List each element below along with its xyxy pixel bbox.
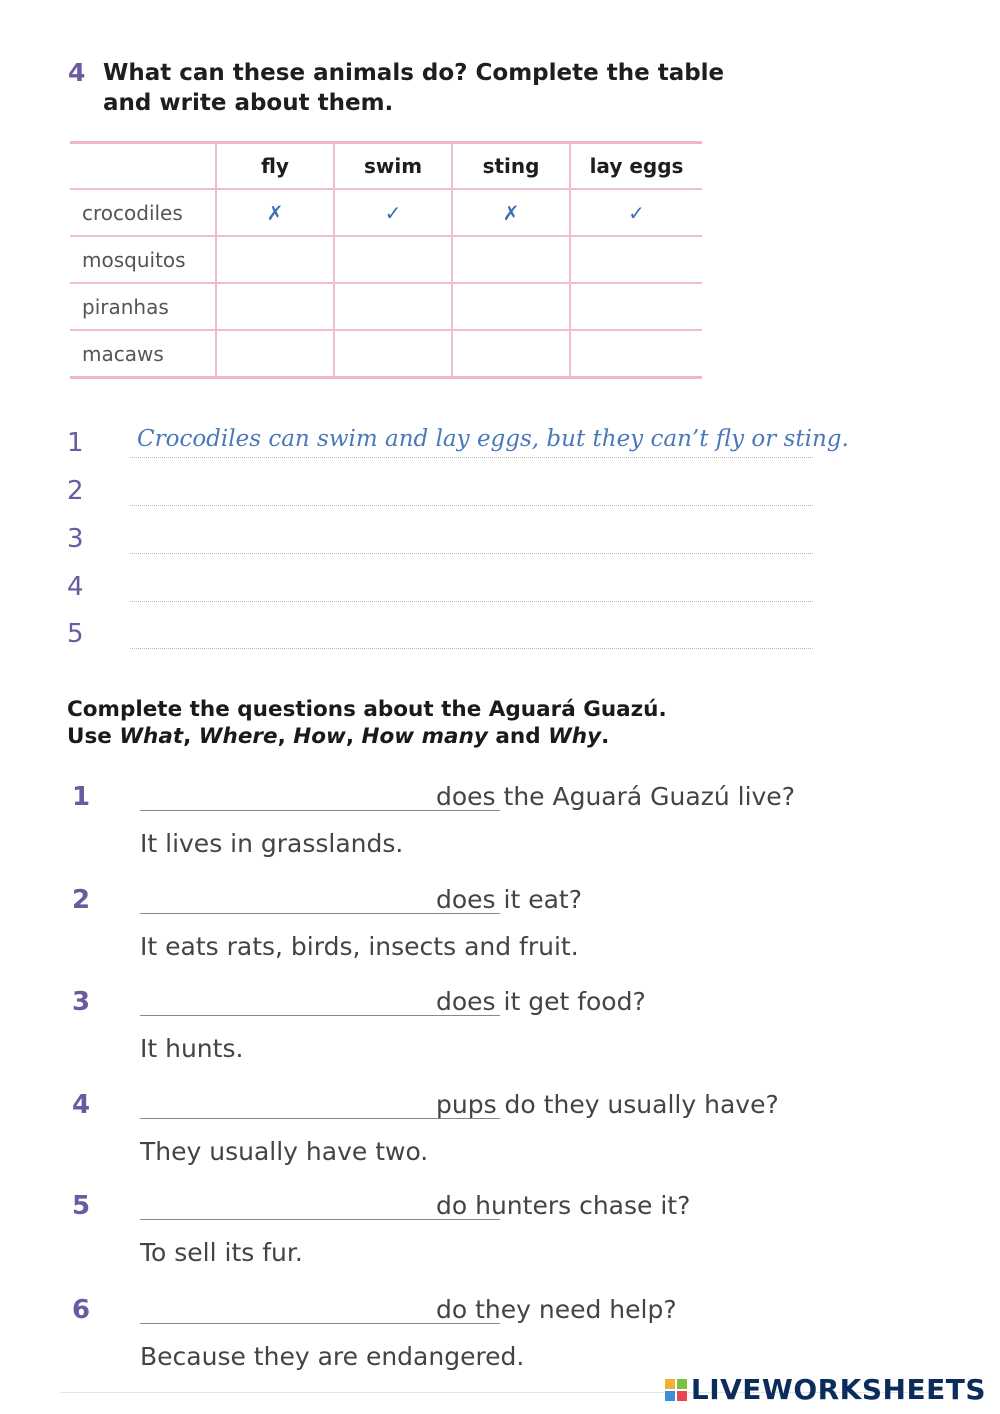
question-item	[72, 1090, 832, 1190]
answer-line[interactable]	[130, 505, 813, 506]
exercise-4-number: 4	[68, 58, 86, 87]
question-item	[72, 885, 832, 985]
table-cell[interactable]	[334, 330, 452, 378]
table-header-fly: fly	[216, 143, 334, 190]
question-item	[72, 782, 832, 882]
keyword-how-many: How many	[361, 724, 488, 749]
table-cell[interactable]	[452, 283, 570, 330]
table-cell[interactable]	[570, 236, 702, 283]
answer-line[interactable]	[130, 648, 813, 649]
question-text: does it eat?	[436, 885, 582, 914]
keyword-why: Why	[548, 724, 602, 749]
animal-label: mosquitos	[70, 236, 216, 283]
answer-line[interactable]	[130, 601, 813, 602]
table-cell[interactable]	[216, 236, 334, 283]
answer-text: They usually have two.	[140, 1137, 429, 1166]
table-cell[interactable]: ✓	[570, 189, 702, 236]
table-cell[interactable]	[334, 236, 452, 283]
question-text: do hunters chase it?	[436, 1191, 691, 1220]
answer-text: To sell its fur.	[140, 1238, 303, 1267]
table-cell[interactable]: ✗	[452, 189, 570, 236]
table-cell[interactable]	[216, 283, 334, 330]
table-cell[interactable]	[570, 330, 702, 378]
line-number: 3	[67, 524, 84, 554]
keyword-how: How	[293, 724, 346, 749]
line-number: 1	[67, 428, 84, 458]
exercise-4-title: What can these animals do? Complete the table and write about them.	[103, 60, 725, 116]
answer-text: It hunts.	[140, 1034, 244, 1063]
line-number: 2	[67, 476, 84, 506]
question-text: does it get food?	[436, 987, 646, 1016]
logo-grid-icon	[665, 1379, 687, 1401]
keyword-where: Where	[198, 724, 278, 749]
writing-line	[65, 514, 825, 554]
table-row	[70, 330, 702, 378]
question-item	[72, 987, 832, 1087]
question-number: 1	[72, 782, 91, 812]
table-cell[interactable]: ✓	[334, 189, 452, 236]
writing-line	[65, 466, 825, 506]
heading-text: Complete the questions about the Aguará Guazú. Use	[67, 697, 667, 749]
table-cell[interactable]	[452, 236, 570, 283]
table-row	[70, 283, 702, 330]
animal-label: crocodiles	[70, 189, 216, 236]
separator: ,	[277, 724, 294, 749]
table-cell[interactable]: ✗	[216, 189, 334, 236]
table-cell[interactable]	[452, 330, 570, 378]
abilities-table	[70, 141, 702, 379]
table-header-sting: sting	[452, 143, 570, 190]
period: .	[601, 724, 610, 749]
writing-line	[65, 562, 825, 602]
question-text: does the Aguará Guazú live?	[436, 782, 795, 811]
question-number: 5	[72, 1191, 91, 1221]
question-number: 4	[72, 1090, 91, 1120]
answer-text: Because they are endangered.	[140, 1342, 525, 1371]
question-number: 3	[72, 987, 91, 1017]
table-header-blank	[70, 143, 216, 190]
table-header-swim: swim	[334, 143, 452, 190]
separator: ,	[183, 724, 199, 749]
line-number: 4	[67, 572, 84, 602]
animal-label: macaws	[70, 330, 216, 378]
and-text: and	[487, 724, 549, 749]
question-number: 2	[72, 885, 91, 915]
example-answer: Crocodiles can swim and lay eggs, but they can’t fly or sting.	[137, 426, 849, 452]
table-cell[interactable]	[334, 283, 452, 330]
exercise-5-heading	[67, 696, 667, 750]
animal-label: piranhas	[70, 283, 216, 330]
question-text: pups do they usually have?	[436, 1090, 779, 1119]
table-header-row	[70, 143, 702, 190]
answer-line[interactable]	[130, 553, 813, 554]
keyword-what: What	[119, 724, 184, 749]
writing-line	[65, 609, 825, 649]
liveworksheets-logo[interactable]	[665, 1373, 986, 1406]
answer-text: It eats rats, birds, insects and fruit.	[140, 932, 579, 961]
separator: ,	[345, 724, 362, 749]
question-item	[72, 1191, 832, 1291]
table-row	[70, 236, 702, 283]
answer-text: It lives in grasslands.	[140, 829, 404, 858]
table-cell[interactable]	[216, 330, 334, 378]
logo-text: LIVEWORKSHEETS	[690, 1373, 986, 1406]
question-number: 6	[72, 1295, 91, 1325]
table-cell[interactable]	[570, 283, 702, 330]
table-header-lay-eggs: lay eggs	[570, 143, 702, 190]
line-number: 5	[67, 619, 84, 649]
table-row	[70, 189, 702, 236]
question-text: do they need help?	[436, 1295, 677, 1324]
writing-line	[65, 418, 849, 458]
answer-line[interactable]	[130, 457, 813, 458]
